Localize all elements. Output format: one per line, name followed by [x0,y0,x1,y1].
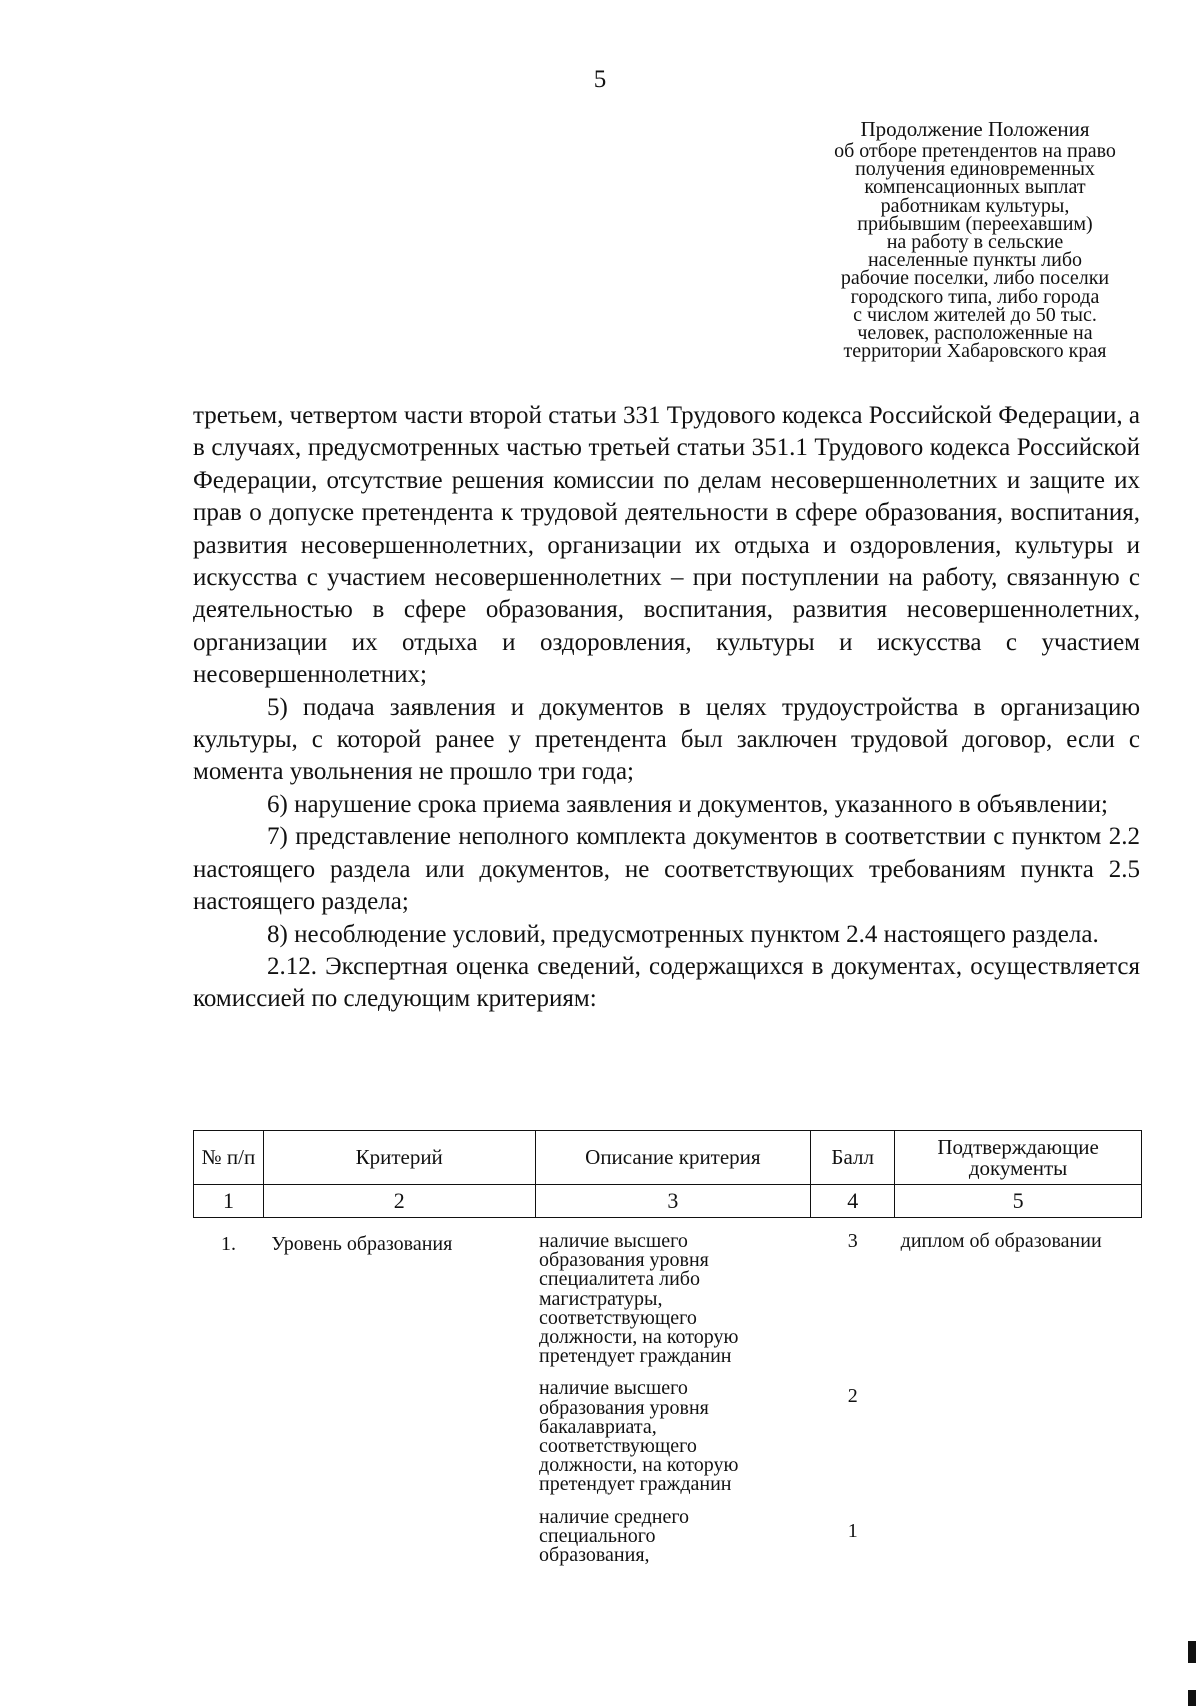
row-documents: диплом об образовании [900,1230,1102,1252]
description-line: специального [539,1524,656,1547]
column-number: 3 [535,1185,811,1218]
row-descriptions [535,1232,811,1578]
header-line: человек, расположенные на [857,322,1093,345]
column-number-row [194,1185,1142,1218]
header-line: работникам культуры, [880,194,1070,217]
description-line: соответствующего [539,1435,697,1458]
score-value: 1 [847,1520,858,1542]
document-header [780,116,1170,363]
header-line: компенсационных выплат [864,176,1086,199]
header-title: Продолжение Положения [860,117,1090,141]
header-line: получения единовременных [855,158,1095,181]
description-line: бакалавриата, [539,1415,657,1438]
header-num: № п/п [194,1131,264,1185]
description-line: наличие высшего [539,1230,688,1252]
description-line: претендует гражданин [539,1473,732,1496]
row-number: 1. [220,1233,236,1255]
description-line: должности, на которую [539,1454,739,1477]
column-number: 4 [811,1185,895,1218]
criteria-table [193,1130,1142,1578]
row-criterion: Уровень образования [271,1233,453,1255]
description-line: образования уровня [539,1396,709,1419]
description-line: магистратуры, [539,1287,663,1310]
table-row [194,1232,1142,1578]
description-line: должности, на которую [539,1326,739,1349]
header-line: территории Хабаровского края [843,340,1107,363]
paragraph-2-12: 2.12. Экспертная оценка сведений, содержащихся в документах, осуществляется комиссией по следующим критериям: [193,952,1140,1013]
paragraph-continuation: третьем, четвертом части второй статьи 331 Трудового кодекса Российской Федерации, а в случаях, предусмотренных частью третьей статьи 351.1 Трудового кодекса Российской Федерации, отсутствие решения комиссии по делам несовершеннолетних и защите их прав о допуске претендента к трудовой деятельности в сфере образования, воспитания, развития несовершеннолетних, организации их отдыха и оздоровления, культуры и искусства с участием несовершеннолетних – при поступлении на работу, связанную с деятельностью в сфере образования, воспитания, развития несовершеннолетних, организации их отдыха и оздоровления, культуры и искусства с участием несовершеннолетних; [193,402,1140,689]
description-line: образования, [539,1544,650,1567]
header-documents: Подтверждающие документы [895,1131,1142,1185]
description-line: специалитета либо [539,1268,700,1291]
scan-edge-mark [1188,1641,1196,1663]
header-line: рабочие поселки, либо поселки [840,267,1110,290]
description-line: наличие среднего [539,1505,690,1528]
header-line: на работу в сельские [886,231,1064,254]
header-line: прибывшим (переехавшим) [857,212,1093,235]
description-line: наличие высшего [539,1377,688,1400]
score-value: 2 [847,1385,858,1407]
header-line: с числом жителей до 50 тыс. [853,303,1097,326]
score-value: 3 [847,1230,858,1252]
description-item [539,1232,807,1366]
paragraph-item-5: 5) подача заявления и документов в целях трудоустройства в организацию культуры, с которой ранее у претендента был заключен трудовой договор, если с момента увольнения не прошло три года; [193,693,1140,786]
header-line: об отборе претендентов на право [834,140,1116,162]
description-item [539,1505,807,1567]
column-number: 1 [194,1185,264,1218]
description-line: образования уровня [539,1249,709,1272]
description-item [539,1379,807,1494]
column-number: 2 [263,1185,535,1218]
table-header-row [194,1131,1142,1185]
header-score: Балл [811,1131,895,1185]
paragraph-item-7: 7) представление неполного комплекта документов в соответствии с пунктом 2.2 настоящего раздела или документов, не соответствующих требованиям пункта 2.5 настоящего раздела; [193,823,1140,916]
scan-edge-mark [1188,1690,1196,1706]
description-line: соответствующего [539,1306,697,1329]
row-scores [811,1232,895,1578]
paragraph-item-8: 8) несоблюдение условий, предусмотренных пунктом 2.4 настоящего раздела. [267,920,1099,948]
header-line: населенные пункты либо [867,249,1083,272]
header-line: городского типа, либо города [850,285,1100,308]
header-criterion: Критерий [263,1131,535,1185]
paragraph-item-6: 6) нарушение срока приема заявления и документов, указанного в объявлении; [267,790,1108,818]
column-number: 5 [895,1185,1142,1218]
body-text [193,400,1140,1016]
header-description: Описание критерия [535,1131,811,1185]
description-line: претендует гражданин [539,1345,732,1368]
page-number: 5 [593,66,607,93]
